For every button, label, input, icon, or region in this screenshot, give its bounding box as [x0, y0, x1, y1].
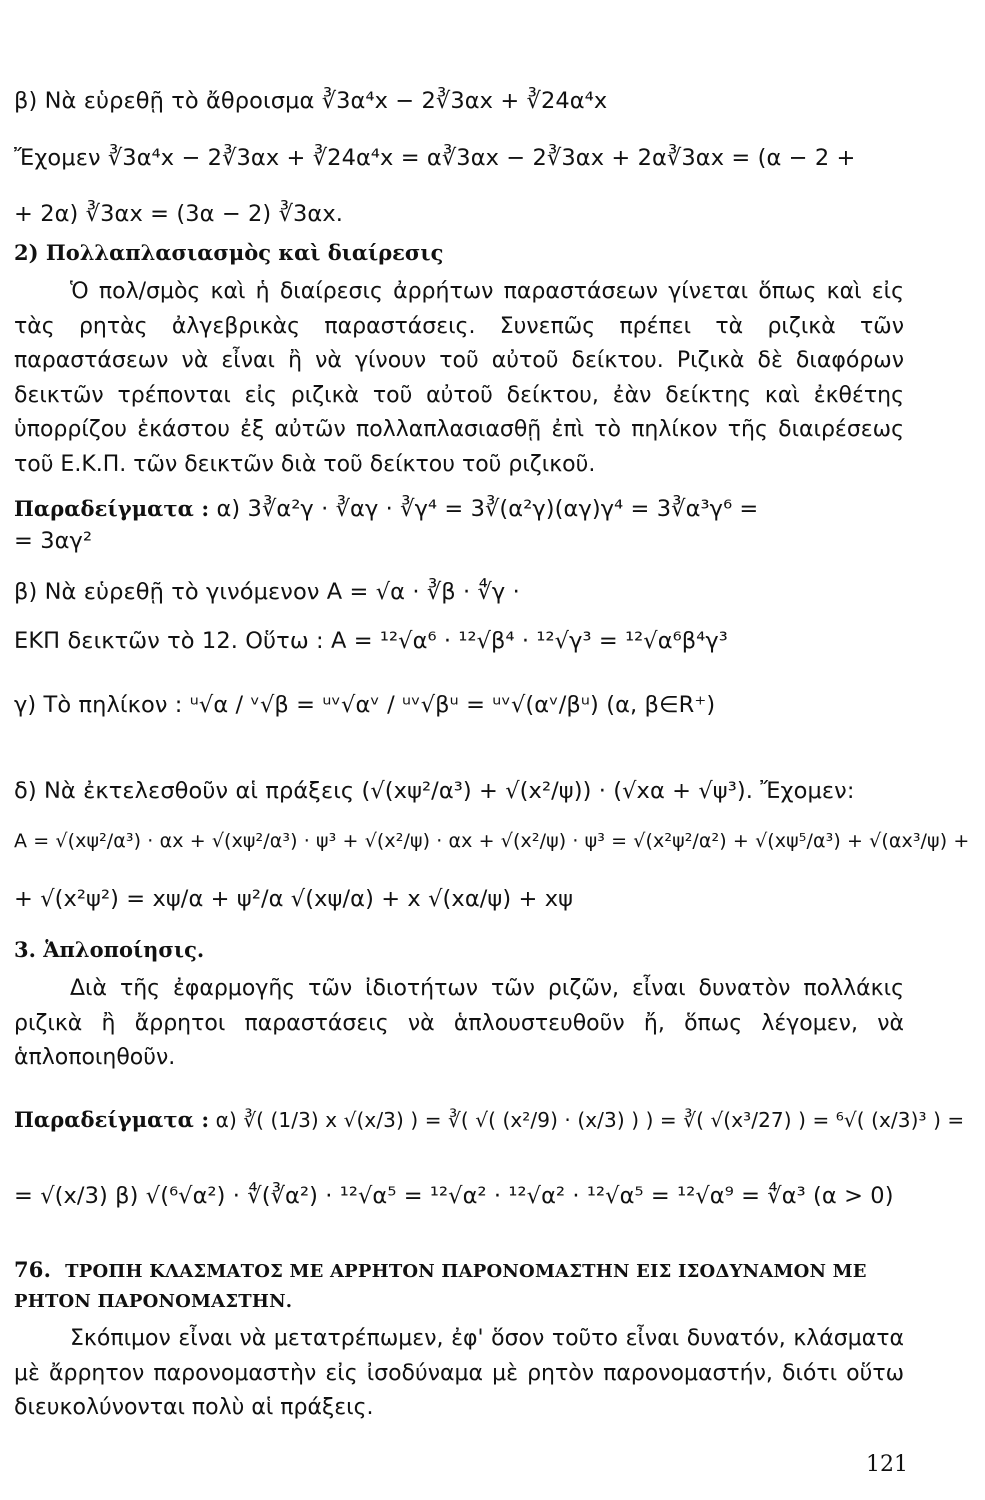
examples-label-2: Παραδείγματα : — [14, 1107, 210, 1132]
example-alpha-line — [14, 494, 758, 524]
example-delta-expansion: Α = √(xψ²/α³) · αx + √(xψ²/α³) · ψ³ + √(x²/ψ) · αx + √(x²/ψ) · ψ³ = √(x²ψ²/α²) + √(xψ⁵/α³) + √(αx³/ψ) + — [14, 830, 970, 852]
example-alpha-formula: α) 3∛α²γ · ∛αγ · ∛γ⁴ = 3∛(α²γ)(αγ)γ⁴ = 3∛α³γ⁶ = — [216, 496, 759, 522]
simplification-example-beta: = √(x/3) β) √(⁶√α²) · ∜(∛α²) · ¹²√α⁵ = ¹²√α² · ¹²√α² · ¹²√α⁵ = ¹²√α⁹ = ∜α³ (α > 0) — [14, 1183, 894, 1209]
example-delta-result: + √(x²ψ²) = xψ/α + ψ²/α √(xψ/α) + x √(xα/ψ) + xψ — [14, 886, 574, 912]
page-number: 121 — [866, 1452, 908, 1477]
simplification-example-alpha — [14, 1105, 964, 1135]
multiplication-division-heading: 2) Πολλαπλασιασμὸς καὶ διαίρεσις — [14, 240, 444, 265]
section-title-text: ΤΡΟΠΗ ΚΛΑΣΜΑΤΟΣ ΜΕ ΑΡΡΗΤΟΝ ΠΑΡΟΝΟΜΑΣΤΗΝ ΕΙΣ ΙΣΟΔΥΝΑΜΟΝ ΜΕ ΡΗΤΟΝ ΠΑΡΟΝΟΜΑΣΤΗΝ. — [14, 1261, 867, 1312]
section-number: 76. — [14, 1257, 52, 1282]
section-76-paragraph: Σκόπιμον εἶναι νὰ μετατρέπωμεν, ἐφ' ὅσον τοῦτο εἶναι δυνατόν, κλάσματα μὲ ἄρρητον παρονομαστὴν εἰς ἰσοδύναμα μὲ ρητὸν παρονομαστήν, διότι οὕτω διευκολύνονται πολὺ αἱ πράξεις. — [14, 1326, 904, 1420]
simplification-paragraph: Διὰ τῆς ἐφαρμογῆς τῶν ἰδιοτήτων τῶν ριζῶν, εἶναι δυνατὸν πολλάκις ριζικὰ ἢ ἄρρητοι παραστάσεις νὰ ἁπλουστευθοῦν ἤ, ὅπως λέγομεν, νὰ ἁπλοποιηθοῦν. — [14, 976, 904, 1070]
examples-label: Παραδείγματα : — [14, 496, 210, 521]
sum-solution-line: Ἔχομεν ∛3α⁴x − 2∛3αx + ∛24α⁴x = α∛3αx − 2∛3αx + 2α∛3αx = (α − 2 + — [14, 145, 856, 171]
multiplication-division-paragraph: Ὁ πολ/σμὸς καὶ ἡ διαίρεσις ἀρρήτων παραστάσεων γίνεται ὅπως καὶ εἰς τὰς ρητὰς ἀλγεβρικὰς παραστάσεις. Συνεπῶς πρέπει τὰ ριζικὰ τῶν παραστάσεων νὰ εἶναι ἢ νὰ γίνουν τοῦ αὐτοῦ δείκτου. Ριζικὰ δὲ διαφόρων δεικτῶν τρέπονται εἰς ριζικὰ τοῦ αὐτοῦ δείκτου, ἐὰν δείκτης καὶ ἐκθέτης ὑπορρίζου ἑκάστου ἐξ αὐτῶν πολλαπλασιασθῇ ἐπὶ τὸ πηλίκον τῆς διαιρέσεως τοῦ Ε.Κ.Π. τῶν δεικτῶν διὰ τοῦ δείκτου τοῦ ριζικοῦ. — [14, 279, 904, 477]
sum-exercise-line: β) Νὰ εὑρεθῇ τὸ ἄθροισμα ∛3α⁴x − 2∛3αx + ∛24α⁴x — [14, 88, 608, 114]
section-76-title — [14, 1255, 914, 1317]
example-gamma-line: γ) Τὸ πηλίκον : ᵘ√α / ᵛ√β = ᵘᵛ√αᵛ / ᵘᵛ√βᵘ = ᵘᵛ√(αᵛ/βᵘ) (α, β∈R⁺) — [14, 692, 716, 718]
example-beta-line: β) Νὰ εὑρεθῇ τὸ γινόμενον Α = √α · ∛β · ∜γ · — [14, 579, 520, 605]
simplification-heading: 3. Ἁπλοποίησις. — [14, 937, 205, 962]
example-beta-solution: ΕΚΠ δεικτῶν τὸ 12. Οὕτω : Α = ¹²√α⁶ · ¹²√β⁴ · ¹²√γ³ = ¹²√α⁶β⁴γ³ — [14, 628, 728, 654]
simplification-alpha-formula: α) ∛( (1/3) x √(x/3) ) = ∛( √( (x²/9) · (x/3) ) ) = ∛( √(x³/27) ) = ⁶√( (x/3)³ ) = — [215, 1108, 965, 1132]
example-alpha-result: = 3αγ² — [14, 528, 93, 554]
example-delta-line: δ) Νὰ ἐκτελεσθοῦν αἱ πράξεις (√(xψ²/α³) + √(x²/ψ)) · (√xα + √ψ³). Ἔχομεν: — [14, 778, 855, 804]
sum-solution-continuation: + 2α) ∛3αx = (3α − 2) ∛3αx. — [14, 201, 344, 227]
